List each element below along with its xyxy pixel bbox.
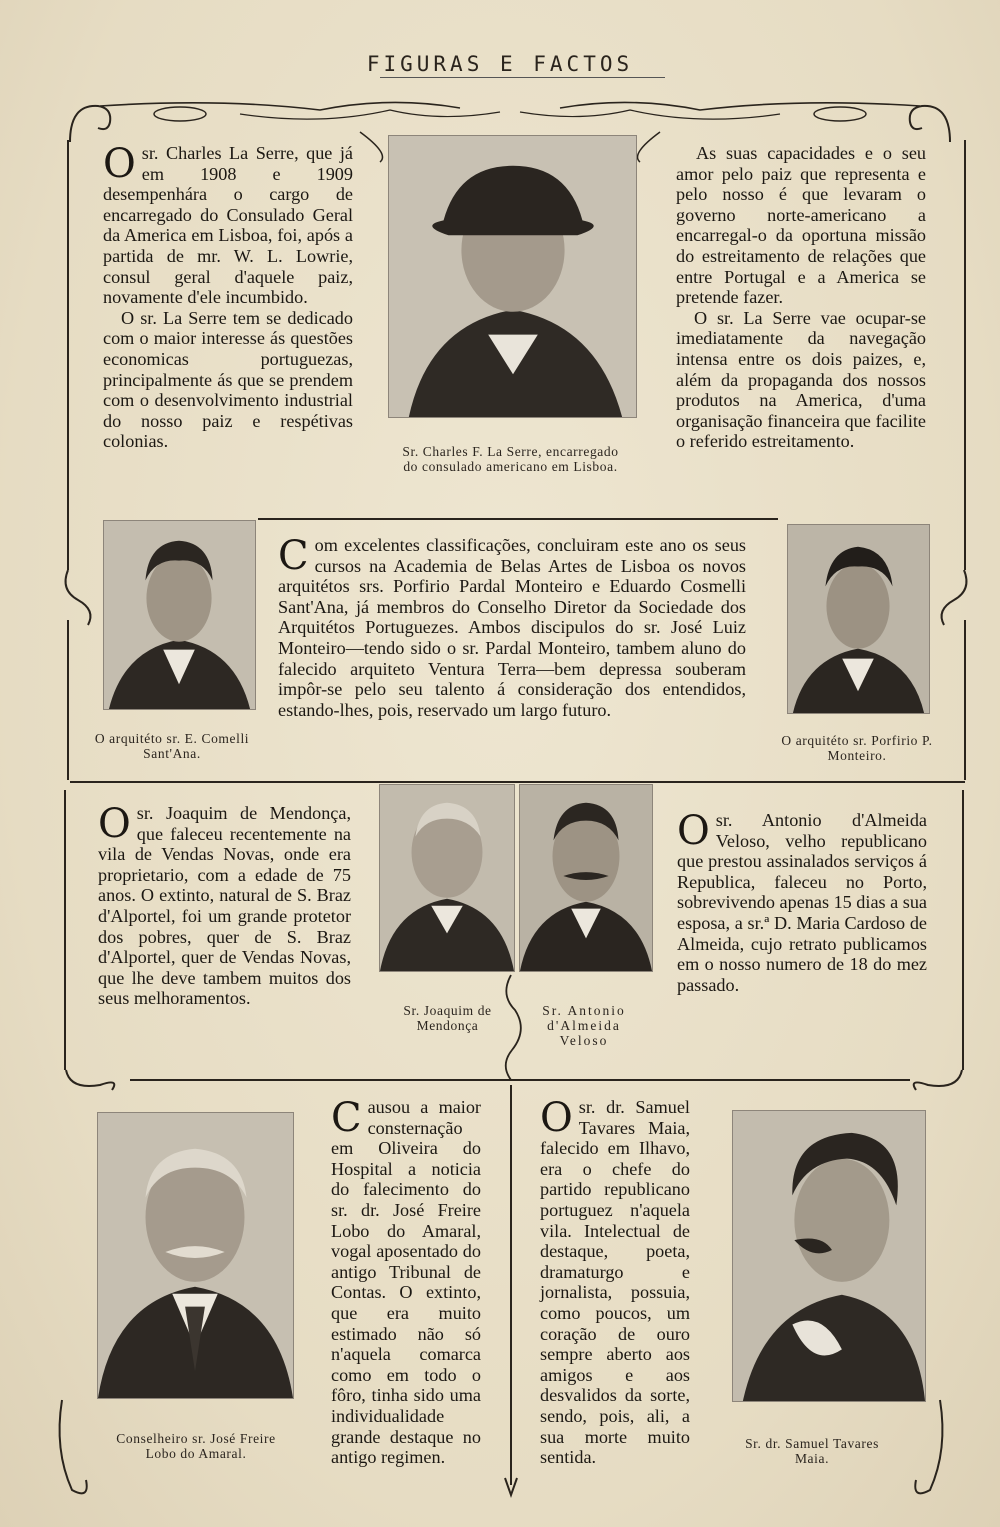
- comelli-caption: O arquitéto sr. E. Comelli Sant'Ana.: [94, 731, 250, 761]
- paragraph: ausou a maior consternação em Oliveira do Hospital a noticia do falecimento do sr. dr. José Freire Lobo do Amaral, vogal aposentado do antigo Tribunal de Contas. O extinto, que era muito estimado não só n'aquela comarca como em todo o fôro, tinha sido uma individualidade grande destaque no antigo regimen.: [331, 1097, 481, 1468]
- dropcap: C: [278, 533, 309, 579]
- portrait-monteiro: [787, 524, 930, 714]
- veloso-column: [677, 810, 927, 995]
- portrait-mendonca: [379, 784, 515, 972]
- la-serre-caption: Sr. Charles F. La Serre, encarregado do consulado americano em Lisboa.: [402, 444, 619, 474]
- paragraph: sr. Antonio d'Almeida Veloso, velho republicano que prestou assinalados serviços á Republica, faleceu no Porto, sobrevivendo apenas 15 dias a sua esposa, a sr.ª D. Maria Cardoso de Almeida, cujo retrato publicamos em o nosso numero de 18 do mez passado.: [677, 810, 928, 995]
- portrait-la-serre: [388, 135, 637, 418]
- portrait-maia: [732, 1110, 926, 1402]
- paragraph: om excelentes classificações, concluiram este ano os seus cursos na Academia de Belas Artes de Lisboa os novos arquitétos srs. Porfirio Pardal Monteiro e Eduardo Cosmelli Sant'Ana, já membros do Conselho Diretor da Sociedade dos Arquitétos Portuguezes. Ambos discipulos do sr. José Luiz Monteiro—tendo sido o sr. Pardal Monteiro, tambem aluno do falecido arquiteto Ventura Terra—bem depressa souberam impôr-se pelo seu talento á consideração dos entendidos, estando-lhes, pois, reservado um largo futuro.: [278, 535, 746, 720]
- page-header-title: FIGURAS E FACTOS: [366, 52, 634, 76]
- maia-caption: Sr. dr. Samuel Tavares Maia.: [745, 1436, 879, 1466]
- paragraph: O sr. La Serre vae ocupar-se imediatamente da navegação intensa entre os dois paizes, e, além da propaganda dos nossos produtos na America, d'uma organisação financeira que facilite o referido estreitamento.: [676, 307, 926, 452]
- dropcap: C: [331, 1095, 362, 1141]
- portrait-amaral: [97, 1112, 294, 1399]
- paragraph: sr. Charles La Serre, que já em 1908 e 1909 desempenhára o cargo de encarregado do Consulado Geral da America em Lisboa, foi, após a partida de mr. W. L. Lowrie, consul geral d'aquele paiz, novamente d'ele incumbido.: [103, 143, 353, 308]
- la-serre-left-column: [103, 143, 353, 452]
- veloso-caption: Sr. Antonio d'Almeida Veloso: [542, 1003, 626, 1048]
- paragraph: sr. dr. Samuel Tavares Maia, falecido em Ilhavo, era o chefe do partido republicano portuguez n'aquela vila. Intelectual de destaque, poeta, dramaturgo e jornalista, possuia, como poucos, um coração de ouro sempre aberto aos amigos e aos desvalidos da sorte, sendo, pois, ali, a sua morte muito sentida.: [540, 1097, 690, 1468]
- paragraph: O sr. La Serre tem se dedicado com o maior interesse ás questões economicas portuguezas, principalmente ás que se prendem com o desenvolvimento industrial do nosso paiz e respétivas colonias.: [103, 307, 353, 452]
- paragraph: As suas capacidades e o seu amor pelo paiz que representa e pelo nosso é que levaram o governo norte-americano a encarregal-o da oportuna missão do estreitamento de relações que entre Portugal e a America se pretende fazer.: [676, 143, 926, 308]
- dropcap: O: [677, 808, 710, 854]
- amaral-caption: Conselheiro sr. José Freire Lobo do Amaral.: [116, 1431, 276, 1461]
- maia-column: [540, 1097, 690, 1468]
- portrait-veloso: [519, 784, 653, 972]
- paragraph: sr. Joaquim de Mendonça, que faleceu recentemente na vila de Vendas Novas, onde era proprietario, com a edade de 75 anos. O extinto, natural de S. Braz d'Alportel, foi um grande protetor dos pobres, quer de S. Braz d'Alportel, quer de Vendas Novas, que lhe deve tambem muitos dos seus melhoramentos.: [98, 803, 351, 1009]
- dropcap: O: [98, 801, 131, 847]
- mendonca-caption: Sr. Joaquim de Mendonça: [403, 1003, 492, 1033]
- monteiro-caption: O arquitéto sr. Porfirio P. Monteiro.: [781, 733, 933, 763]
- portrait-comelli: [103, 520, 256, 710]
- architects-paragraph: [278, 535, 746, 720]
- la-serre-right-column: [676, 143, 926, 452]
- dropcap: O: [540, 1095, 573, 1141]
- dropcap: O: [103, 141, 136, 187]
- amaral-column: [331, 1097, 481, 1468]
- mendonca-column: [98, 803, 351, 1009]
